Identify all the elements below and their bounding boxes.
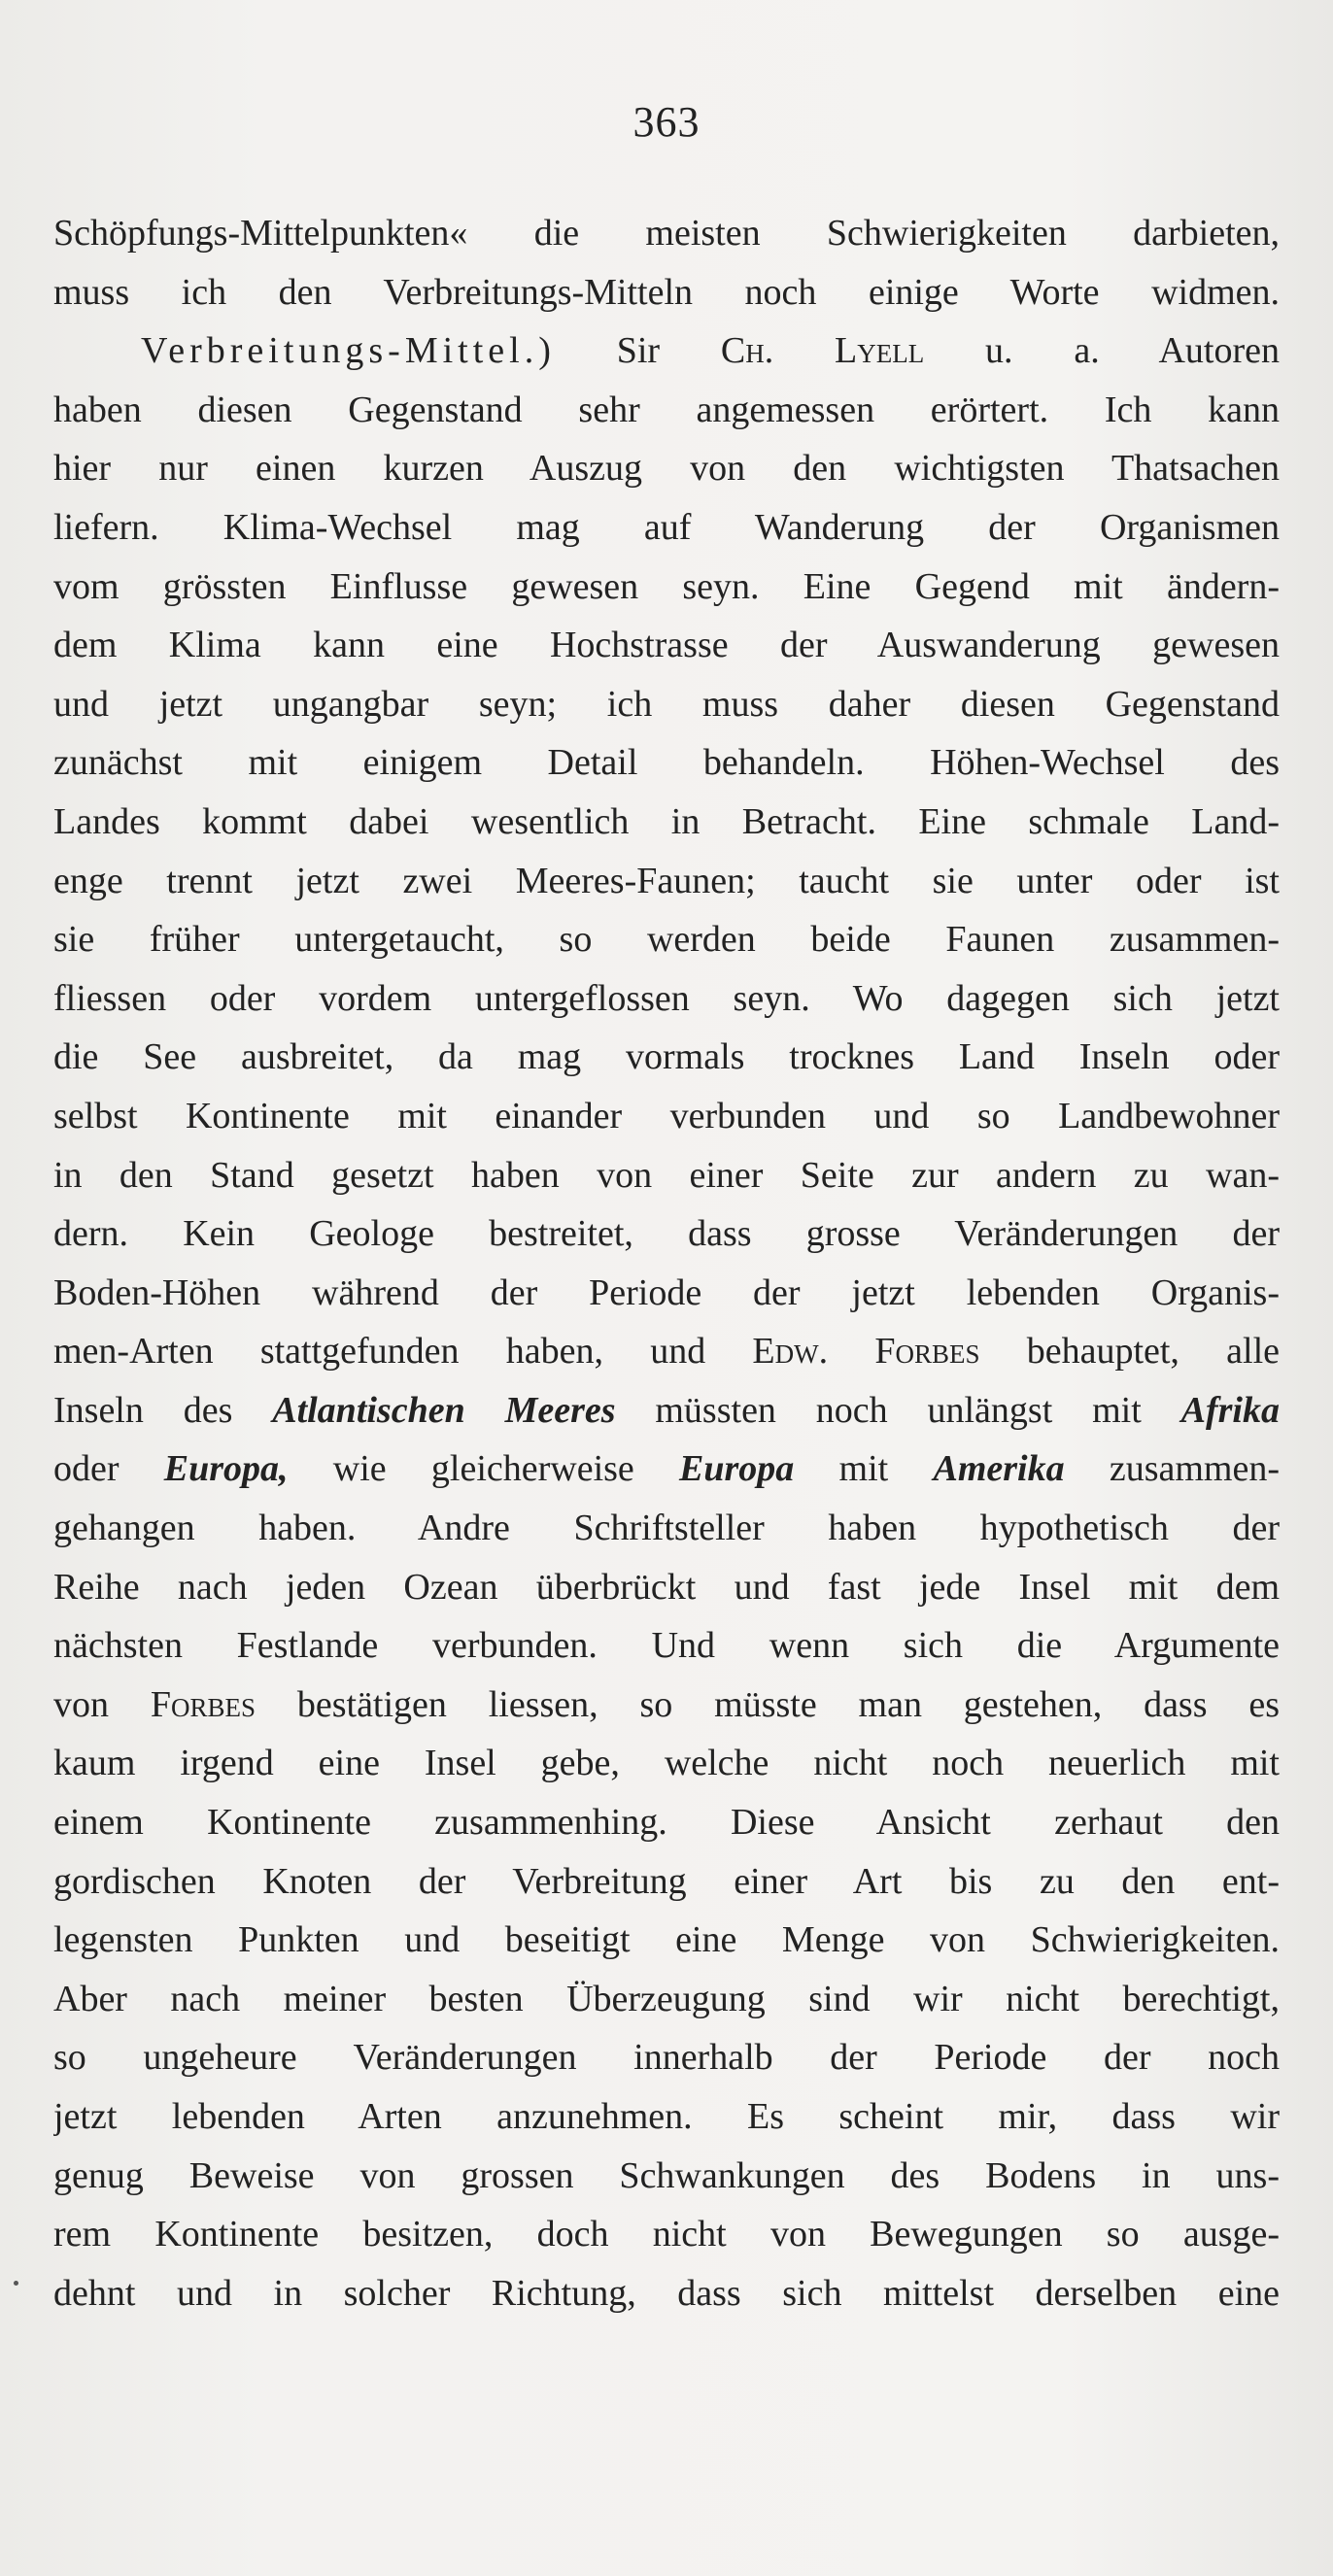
text-line: einem Kontinente zusammenhing. Diese Ansicht zerhaut den xyxy=(53,1802,1280,1844)
text-line: dern. Kein Geologe bestreitet, dass grosse Veränderungen der xyxy=(53,1213,1280,1255)
author-name: Ch. Lyell xyxy=(720,330,925,372)
text-line: so ungeheure Veränderungen innerhalb der Periode der noch xyxy=(53,2037,1280,2079)
text-span: u. a. Autoren xyxy=(924,330,1280,372)
text-line: gehangen haben. Andre Schriftsteller haben hypothetisch der xyxy=(53,1508,1280,1549)
margin-dot xyxy=(14,2281,18,2286)
text-line: selbst Kontinente mit einander verbunden und so Landbewohner xyxy=(53,1095,1280,1136)
text-line: hier nur einen kurzen Auszug von den wichtigsten Thatsachen xyxy=(53,448,1280,490)
text-line: fliessen oder vordem untergeflossen seyn. Wo dagegen sich jetzt xyxy=(53,977,1280,1019)
text-line: enge trennt jetzt zwei Meeres-Faunen; taucht sie unter oder ist xyxy=(53,860,1280,901)
body-text xyxy=(53,204,1280,2322)
place-name: Europa, xyxy=(163,1448,289,1490)
text-line xyxy=(53,1440,1280,1499)
text-line: Reihe nach jeden Ozean überbrückt und fast jede Insel mit dem xyxy=(53,1566,1280,1608)
text-line: und jetzt ungangbar seyn; ich muss daher diesen Gegenstand xyxy=(53,683,1280,725)
place-name: Atlantischen Meeres xyxy=(272,1389,616,1431)
place-name: Amerika xyxy=(933,1448,1065,1490)
text-line: dem Klima kann eine Hochstrasse der Auswanderung gewesen xyxy=(53,625,1280,666)
text-line: jetzt lebenden Arten anzunehmen. Es scheint mir, dass wir xyxy=(53,2096,1280,2137)
text-span: mit xyxy=(794,1448,934,1490)
text-span: behauptet, alle xyxy=(979,1331,1280,1373)
author-name: Forbes xyxy=(150,1683,256,1725)
author-name: Edw. Forbes xyxy=(752,1331,980,1373)
text-span: wie gleicherweise xyxy=(288,1448,680,1490)
page-number: 363 xyxy=(632,98,701,146)
text-span: Inseln des xyxy=(53,1389,273,1431)
text-line: sie früher untergetaucht, so werden beide Faunen zusammen- xyxy=(53,919,1280,961)
text-line: genug Beweise von grossen Schwankungen des Bodens in uns- xyxy=(53,2154,1280,2196)
text-span: bestätigen liessen, so müsste man gestehen, dass es xyxy=(256,1683,1280,1725)
place-name: Afrika xyxy=(1180,1389,1280,1431)
text-line: vom grössten Einflusse gewesen seyn. Eine Gegend mit ändern- xyxy=(53,565,1280,607)
text-line: in den Stand gesetzt haben von einer Seite zur andern zu wan- xyxy=(53,1154,1280,1196)
text-line: zunächst mit einigem Detail behandeln. Höhen-Wechsel des xyxy=(53,742,1280,784)
text-line xyxy=(53,1676,1280,1735)
text-line: gordischen Knoten der Verbreitung einer Art bis zu den ent- xyxy=(53,1860,1280,1902)
text-span: Sir xyxy=(555,330,721,372)
text-span: von xyxy=(53,1683,151,1725)
text-line: muss ich den Verbreitungs-Mitteln noch einige Worte widmen. xyxy=(53,271,1280,313)
text-span: oder xyxy=(53,1448,164,1490)
text-span: zusammen- xyxy=(1064,1448,1280,1490)
text-line xyxy=(53,322,1280,381)
text-line: nächsten Festlande verbunden. Und wenn sich die Argumente xyxy=(53,1625,1280,1667)
text-span: men-Arten stattgefunden haben, und xyxy=(53,1331,753,1373)
text-line: legensten Punkten und beseitigt eine Menge von Schwierigkeiten. xyxy=(53,1919,1280,1961)
text-line: liefern. Klima-Wechsel mag auf Wanderung der Organismen xyxy=(53,506,1280,548)
text-line: die See ausbreitet, da mag vormals trocknes Land Inseln oder xyxy=(53,1036,1280,1078)
text-span: müssten noch unlängst mit xyxy=(615,1389,1181,1431)
text-line: Schöpfungs-Mittelpunkten« die meisten Schwierigkeiten darbieten, xyxy=(53,213,1280,254)
text-line: Boden-Höhen während der Periode der jetzt lebenden Organis- xyxy=(53,1271,1280,1313)
place-name: Europa xyxy=(679,1448,795,1490)
text-line: haben diesen Gegenstand sehr angemessen erörtert. Ich kann xyxy=(53,389,1280,430)
section-heading: Verbreitungs-Mittel.) xyxy=(141,330,556,372)
text-line: Landes kommt dabei wesentlich in Betracht. Eine schmale Land- xyxy=(53,800,1280,842)
text-line xyxy=(53,1381,1280,1441)
text-line: rem Kontinente besitzen, doch nicht von Bewegungen so ausge- xyxy=(53,2214,1280,2255)
text-line xyxy=(53,1322,1280,1381)
text-line: kaum irgend eine Insel gebe, welche nicht noch neuerlich mit xyxy=(53,1743,1280,1784)
text-line: Aber nach meiner besten Überzeugung sind wir nicht berechtigt, xyxy=(53,1978,1280,2019)
text-line: dehnt und in solcher Richtung, dass sich mittelst derselben eine xyxy=(53,2272,1280,2314)
